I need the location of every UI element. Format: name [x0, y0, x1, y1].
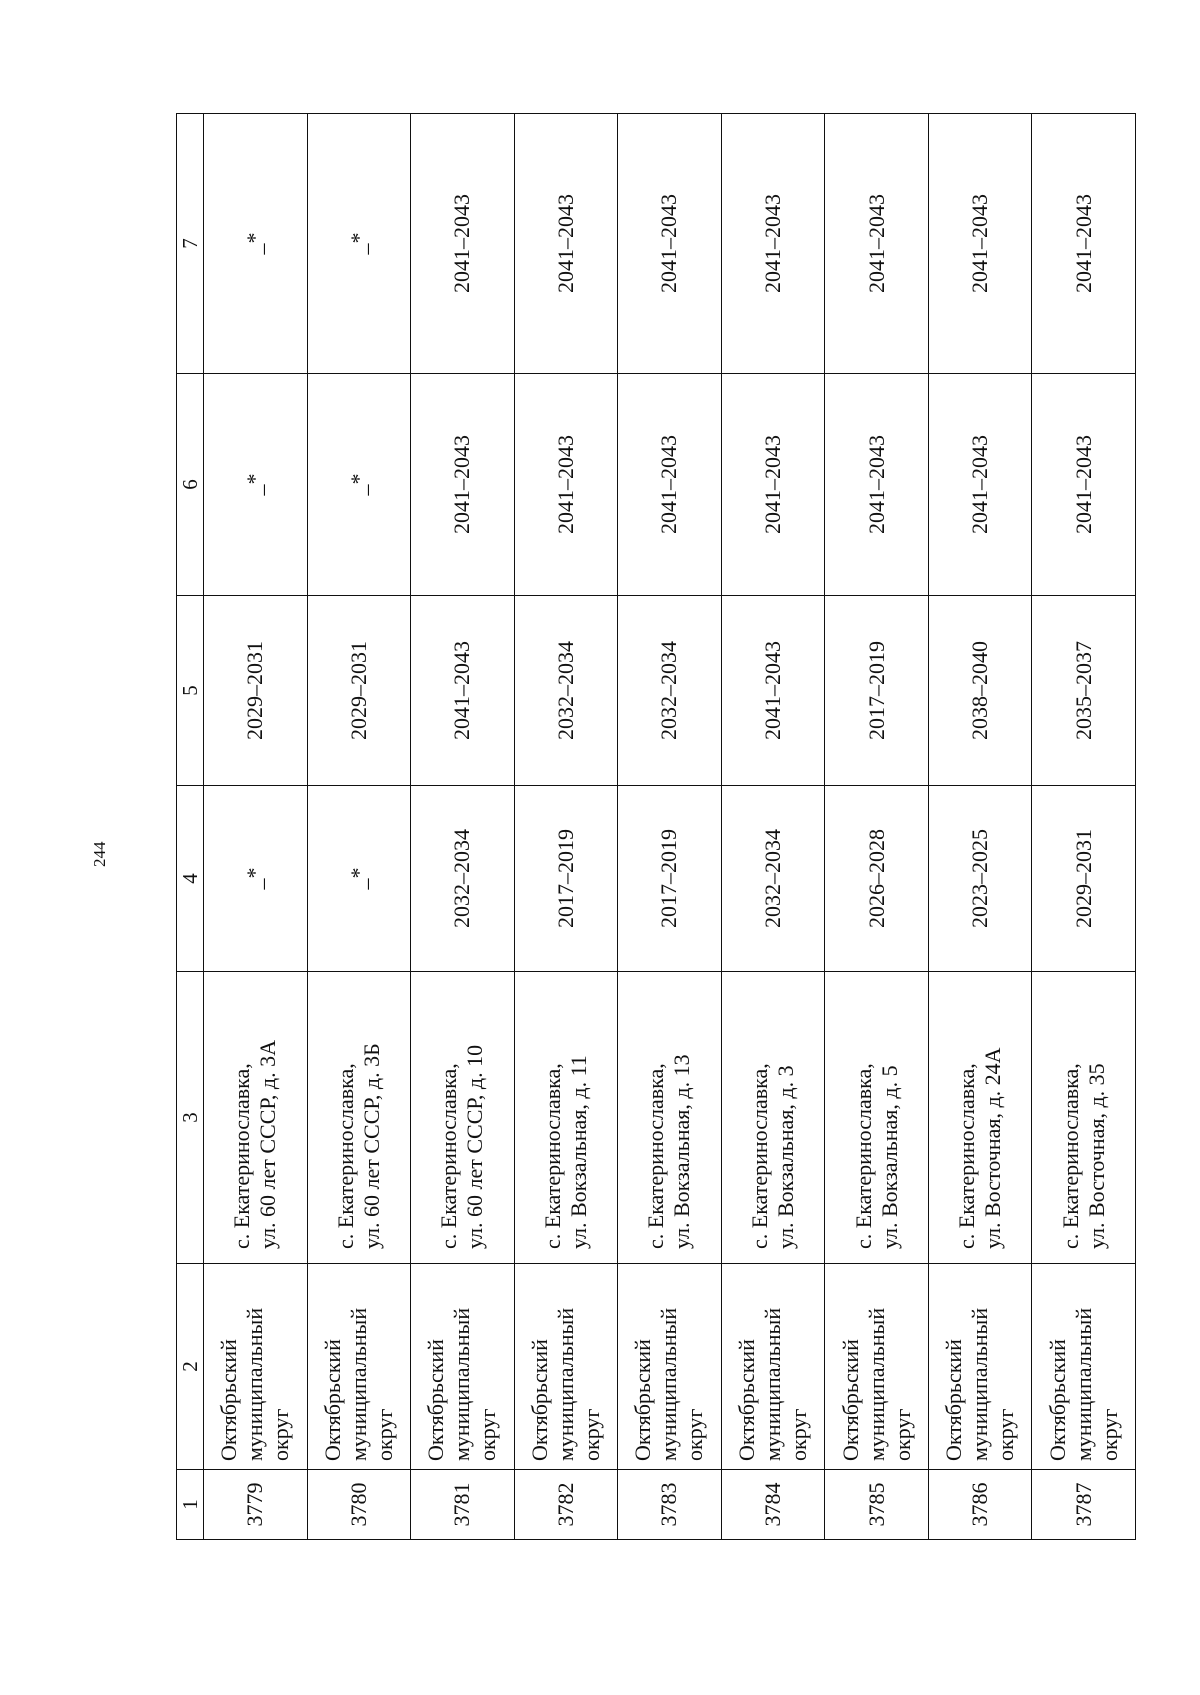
- column-header: 5: [177, 596, 204, 786]
- period-cell-col4: 2023–2025: [928, 786, 1032, 972]
- address-line: ул. Восточная, д. 24А: [980, 1047, 1006, 1249]
- address-line: с. Екатеринославка,: [1057, 1063, 1083, 1249]
- rotated-table-frame: [176, 114, 1136, 1540]
- table-row: [514, 114, 618, 1540]
- address-line: ул. Вокзальная, д. 3: [773, 1065, 798, 1249]
- period-cell-col6: 2041–2043: [411, 374, 515, 596]
- district-line: муниципальный: [345, 1307, 371, 1461]
- period-cell-col6: 2041–2043: [514, 374, 618, 596]
- district-cell: [1032, 1264, 1136, 1470]
- district-line: округ: [889, 1408, 915, 1461]
- district-line: муниципальный: [967, 1307, 993, 1461]
- district-line: округ: [578, 1408, 604, 1461]
- column-header: 6: [177, 374, 204, 596]
- district-line: округ: [786, 1408, 811, 1461]
- district-line: муниципальный: [242, 1307, 268, 1461]
- address-line: ул. Вокзальная, д. 13: [669, 1054, 695, 1249]
- district-line: Октябрьский: [734, 1339, 759, 1461]
- period-cell-col7: 2041–2043: [411, 114, 515, 374]
- period-cell-col5: 2041–2043: [411, 596, 515, 786]
- district-line: округ: [682, 1408, 708, 1461]
- row-number-cell: 3781: [411, 1470, 515, 1540]
- row-number-cell: 3786: [928, 1470, 1032, 1540]
- district-line: муниципальный: [656, 1307, 682, 1461]
- address-cell: [721, 972, 825, 1264]
- district-cell: [307, 1264, 411, 1470]
- district-line: округ: [993, 1408, 1019, 1461]
- address-line: с. Екатеринославка,: [332, 1063, 358, 1249]
- district-line: муниципальный: [863, 1307, 889, 1461]
- district-line: Октябрьский: [941, 1339, 967, 1461]
- period-cell-col7: 2041–2043: [514, 114, 618, 374]
- address-line: ул. 60 лет СССР, д. 3А: [255, 1040, 281, 1249]
- row-number-cell: 3784: [721, 1470, 825, 1540]
- address-line: с. Екатеринославка,: [747, 1063, 772, 1249]
- period-cell-col5: 2032–2034: [618, 596, 722, 786]
- district-line: округ: [371, 1408, 397, 1461]
- period-cell-col4: 2017–2019: [514, 786, 618, 972]
- address-cell: [618, 972, 722, 1264]
- table-row: [721, 114, 825, 1540]
- district-line: Октябрьский: [526, 1339, 552, 1461]
- address-line: с. Екатеринославка,: [229, 1063, 255, 1249]
- row-number-cell: 3783: [618, 1470, 722, 1540]
- period-cell-col4: 2032–2034: [721, 786, 825, 972]
- district-line: округ: [475, 1408, 501, 1461]
- period-cell-col5: 2038–2040: [928, 596, 1032, 786]
- address-cell: [204, 972, 308, 1264]
- address-cell: [514, 972, 618, 1264]
- table-row: [1032, 114, 1136, 1540]
- address-line: ул. Вокзальная, д. 5: [876, 1065, 902, 1249]
- address-line: с. Екатеринославка,: [539, 1063, 565, 1249]
- district-line: муниципальный: [760, 1307, 785, 1461]
- district-line: муниципальный: [1070, 1307, 1096, 1461]
- row-number-cell: 3785: [825, 1470, 929, 1540]
- header-row: [177, 114, 204, 1540]
- period-cell-col7: _*: [204, 114, 308, 374]
- district-cell: [204, 1264, 308, 1470]
- period-cell-col5: 2035–2037: [1032, 596, 1136, 786]
- table-row: [618, 114, 722, 1540]
- period-cell-col4: 2032–2034: [411, 786, 515, 972]
- address-line: с. Екатеринославка,: [643, 1063, 669, 1249]
- district-cell: [928, 1264, 1032, 1470]
- address-line: ул. 60 лет СССР, д. 3Б: [358, 1043, 384, 1249]
- period-cell-col7: _*: [307, 114, 411, 374]
- page-number: 244: [90, 841, 109, 867]
- period-cell-col4: _*: [307, 786, 411, 972]
- address-cell: [825, 972, 929, 1264]
- period-cell-col4: 2026–2028: [825, 786, 929, 972]
- table-row: [825, 114, 929, 1540]
- address-line: с. Екатеринославка,: [436, 1063, 462, 1249]
- period-cell-col4: 2017–2019: [618, 786, 722, 972]
- period-cell-col6: 2041–2043: [928, 374, 1032, 596]
- address-line: с. Екатеринославка,: [850, 1063, 876, 1249]
- address-line: с. Екатеринославка,: [954, 1063, 980, 1249]
- table-row: [928, 114, 1032, 1540]
- period-cell-col6: _*: [307, 374, 411, 596]
- row-number-cell: 3779: [204, 1470, 308, 1540]
- period-cell-col6: _*: [204, 374, 308, 596]
- period-cell-col7: 2041–2043: [928, 114, 1032, 374]
- district-cell: [618, 1264, 722, 1470]
- table-row: [307, 114, 411, 1540]
- period-cell-col7: 2041–2043: [825, 114, 929, 374]
- period-cell-col4: _*: [204, 786, 308, 972]
- table-row: [411, 114, 515, 1540]
- district-line: Октябрьский: [837, 1339, 863, 1461]
- address-cell: [307, 972, 411, 1264]
- address-cell: [1032, 972, 1136, 1264]
- address-line: ул. Вокзальная, д. 11: [565, 1055, 591, 1249]
- period-cell-col5: 2032–2034: [514, 596, 618, 786]
- district-cell: [411, 1264, 515, 1470]
- period-cell-col4: 2029–2031: [1032, 786, 1136, 972]
- district-line: Октябрьский: [1044, 1339, 1070, 1461]
- district-line: Октябрьский: [630, 1339, 656, 1461]
- district-cell: [514, 1264, 618, 1470]
- period-cell-col5: 2017–2019: [825, 596, 929, 786]
- district-cell: [825, 1264, 929, 1470]
- period-cell-col6: 2041–2043: [1032, 374, 1136, 596]
- period-cell-col6: 2041–2043: [825, 374, 929, 596]
- district-line: округ: [1096, 1408, 1122, 1461]
- period-cell-col5: 2041–2043: [721, 596, 825, 786]
- row-number-cell: 3782: [514, 1470, 618, 1540]
- district-line: Октябрьский: [423, 1339, 449, 1461]
- period-cell-col6: 2041–2043: [721, 374, 825, 596]
- period-cell-col6: 2041–2043: [618, 374, 722, 596]
- period-cell-col7: 2041–2043: [721, 114, 825, 374]
- district-line: муниципальный: [449, 1307, 475, 1461]
- address-line: ул. 60 лет СССР, д. 10: [462, 1044, 488, 1249]
- period-cell-col7: 2041–2043: [618, 114, 722, 374]
- district-line: Октябрьский: [216, 1339, 242, 1461]
- column-header: 2: [177, 1264, 204, 1470]
- row-number-cell: 3780: [307, 1470, 411, 1540]
- row-number-cell: 3787: [1032, 1470, 1136, 1540]
- district-cell: [721, 1264, 825, 1470]
- period-cell-col5: 2029–2031: [307, 596, 411, 786]
- table-row: [204, 114, 308, 1540]
- column-header: 3: [177, 972, 204, 1264]
- district-line: округ: [268, 1408, 294, 1461]
- period-cell-col5: 2029–2031: [204, 596, 308, 786]
- address-line: ул. Восточная, д. 35: [1083, 1063, 1109, 1249]
- district-line: Октябрьский: [319, 1339, 345, 1461]
- column-header: 1: [177, 1470, 204, 1540]
- district-line: муниципальный: [552, 1307, 578, 1461]
- address-cell: [411, 972, 515, 1264]
- address-cell: [928, 972, 1032, 1264]
- schedule-table: [176, 113, 1136, 1540]
- period-cell-col7: 2041–2043: [1032, 114, 1136, 374]
- column-header: 7: [177, 114, 204, 374]
- column-header: 4: [177, 786, 204, 972]
